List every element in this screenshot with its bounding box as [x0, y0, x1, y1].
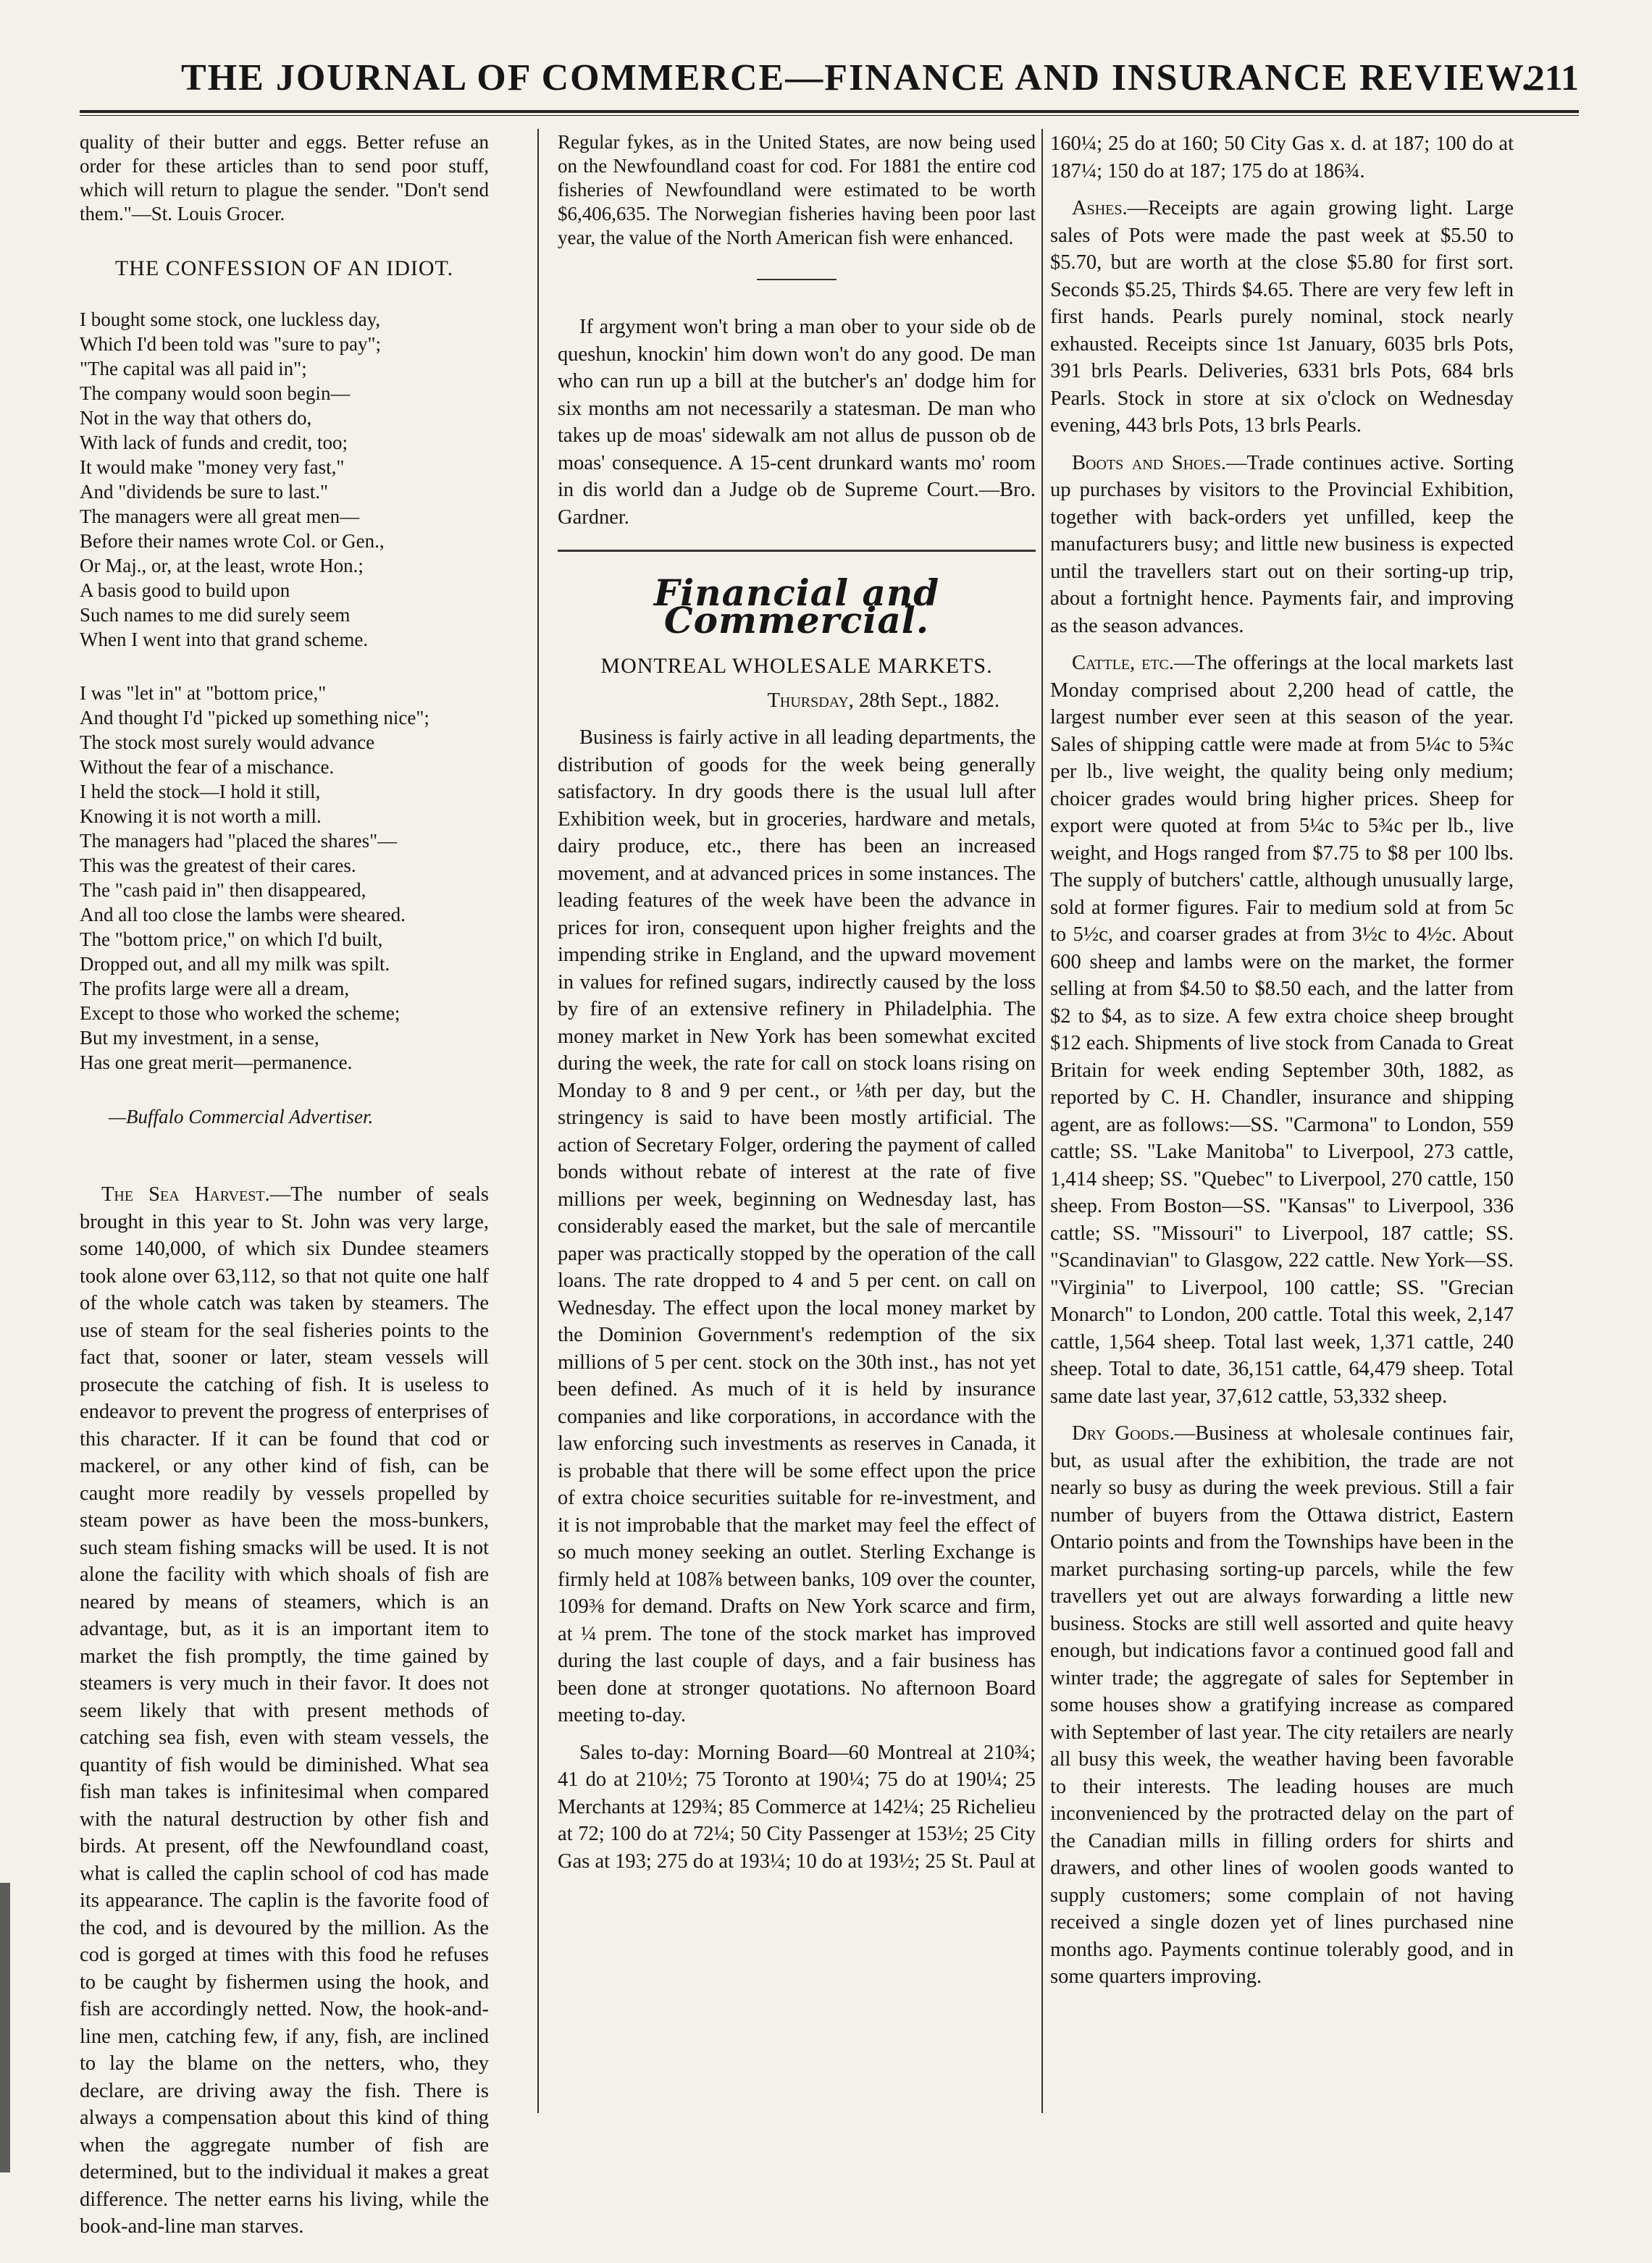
- poem-line: When I went into that grand scheme.: [80, 628, 369, 650]
- poem-line: This was the greatest of their cares.: [80, 854, 356, 876]
- ashes-heading: Ashes.: [1072, 197, 1128, 219]
- poem-line: Not in the way that others do,: [80, 406, 312, 429]
- poem-line: I bought some stock, one luckless day,: [80, 308, 381, 330]
- poem-line: Before their names wrote Col. or Gen.,: [80, 529, 385, 552]
- poem-line: Knowing it is not worth a mill.: [80, 805, 322, 827]
- fisheries-paragraph: Regular fykes, as in the United States, are now being used on the Newfoundland coast for cod. For 1881 the entire cod fisheries of Newfoundland were estimated to be worth $6,406,635. The Norwegian fisheries having been poor last year, the value of the North American fish were enhanced.: [558, 131, 1036, 248]
- poem-line: The managers had "placed the shares"—: [80, 829, 398, 852]
- butter-eggs-paragraph: quality of their butter and eggs. Better refuse an order for these articles than to send poor stuff, which will return to plague the sender. "Don't send them."—St. Louis Grocer.: [80, 131, 489, 224]
- sea-harvest-text: —The number of seals brought in this year to St. John was very large, some 140,000, of which six Dundee steamers took alone over 63,112, so that not quite one half of the whole catch was taken by steamers. The use of steam for the seal fisheries points to the fact that, sooner or later, steam vessels will prosecute the catching of fish. It is useless to endeavor to prevent the progress of enterprises of this character. If it can be found that cod or mackerel, or any other kind of fish, can be caught more readily by vessels propelled by steam power as have been the moss-bunkers, such steam fishing smacks will be used. It is not alone the facility with which shoals of fish are neared by means of steamers, which is an advantage, but, as it is an important item to market the fish promptly, the time gained by steamers is very much in their favor. It does not seem likely that with present methods of catching sea fish, even with steam vessels, the quantity of fish would be diminished. What sea fish man takes is infinitesimal when compared with the natural destruction by other fish and birds. At present, off the Newfoundland coast, what is called the caplin school of cod has made its appearance. The caplin is the favorite food of the cod, and is devoured by the million. As the cod is gorged at times with this food he refuses to be caught by fishermen using the hook, and fish are accordingly netted. Now, the hook-and-line men, catching few, if any, fish, are inclined to lay the blame on the netters, who, they declare, are driving away the fish. There is always a compensation about this kind of thing when the aggregate number of fish are determined, but to the individual it makes a great difference. The netter earns his living, while the book-and-line man starves.: [80, 1183, 490, 2238]
- poem-attribution: —Buffalo Commercial Advertiser.: [109, 1105, 374, 1128]
- column-divider: [537, 129, 539, 2113]
- poem-line: I was "let in" at "bottom price,": [80, 681, 327, 704]
- sea-harvest-paragraph: [80, 1181, 489, 2241]
- business-paragraph: Business is fairly active in all leading departments, the distribution of goods for the week being generally satisfactory. In dry goods there is the usual lull after Exhibition week, but in groceries, hardware and metals, dairy produce, etc., there has been an increased movement, and at advanced prices in some instances. The leading features of the week have been the advance in prices for iron, consequent upon higher freights and the impending strike in England, and the upward movement in values for refined sugars, indirectly caused by the loss by fire of an extensive refinery in Philadelphia. The money market in New York has been somewhat excited during the week, the rate for call on stock loans rising on Monday to 8 and 9 per cent., or ⅛th per day, but the stringency is said to have been mostly artificial. The action of Secretary Folger, ordering the payment of called bonds without rebate of interest at the rate of five millions per week, beginning on Wednesday last, has considerably eased the market, but the sale of mercantile paper was practically stopped by the operation of the call loans. The rate dropped to 4 and 5 per cent. on call on Wednesday. The effect upon the local money market by the Dominion Government's redemption of the six millions of 5 per cent. stock on the 30th inst., has not yet been defined. As much of it is held by insurance companies and like corporations, in accordance with the law enforcing such investments as reserves in Canada, it is probable that there will be some effect upon the price of extra choice securities suitable for re-investment, and it is not improbable that the market may feel the effect of so much money seeking an outlet. Sterling Exchange is firmly held at 108⅞ between banks, 109 over the counter, 109⅜ for demand. Drafts on New York scarce and firm, at ¼ prem. The tone of the stock market has improved during the last couple of days, and a fair business has been done at stronger quotations. No afternoon Board meeting to-day.: [558, 726, 1036, 1726]
- column-middle: [558, 130, 1036, 2223]
- poem-line: It would make "money very fast,": [80, 455, 345, 478]
- poem-line: Or Maj., or, at the least, wrote Hon.;: [80, 554, 364, 576]
- sales-paragraph: Sales to-day: Morning Board—60 Montreal at 210¾; 41 do at 210½; 75 Toronto at 190¼; 75 do at 190¼; 25 Merchants at 129¾; 85 Commerce at 142¼; 25 Richelieu at 72; 100 do at 72¼; 50 City Passenger at 153½; 25 City Gas at 193; 275 do at 193¼; 10 do at 193½; 25 St. Paul at: [558, 1741, 1036, 1873]
- sea-harvest-heading: The Sea Harvest.: [101, 1183, 270, 1206]
- poem-line: And "dividends be sure to last.": [80, 480, 328, 503]
- poem-line: Except to those who worked the scheme;: [80, 1002, 401, 1024]
- poem-stanza-2: [80, 681, 489, 1075]
- poem-line: With lack of funds and credit, too;: [80, 431, 348, 453]
- poem-line: A basis good to build upon: [80, 579, 290, 601]
- dry-goods-text: —Business at wholesale continues fair, but, as usual after the exhibition, the trade are not nearly so busy as during the week previous. Still a fair number of buyers from the Ottawa district, Eastern Ontario points and from the Townships have been in the market purchasing sorting-up parcels, while the few travellers yet out are always forwarding a little new business. Stocks are still well assorted and quite heavy enough, but indications favor a continued good fall and winter trade; the aggregate of sales for September in some houses show a gratifying increase as compared with September of last year. The city retailers are nearly all busy this week, the weather having been favorable to their interests. The leading houses are much inconvenienced by the protracted delay on the part of the Canadian mills in filling orders for shirts and drawers, and other lines of woolen goods wanted to supply customers; some complain of not having received a single dozen yet of lines purchased nine months ago. Payments continue tolerably good, and in some quarters improving.: [1050, 1422, 1514, 1988]
- ashes-paragraph: [1050, 195, 1514, 440]
- dateline: [558, 687, 1036, 715]
- column-divider: [1041, 129, 1043, 2113]
- cattle-text: —The offerings at the local markets last Monday comprised about 2,200 head of cattle, the largest number ever seen at this season of the year. Sales of shipping cattle were made at from 5¼c to 5¾c per lb., live weight, the quality being only medium; choicer grades would bring higher prices. Sheep for export were quoted at from 5¼c to 5¾c per lb., live weight, and Hogs ranged from $7.75 to $8 per 100 lbs. The supply of butchers' cattle, although unusually large, sold at former figures. Fair to medium sold at from 5c to 5½c, and coarser grades at from 3½c to 4½c. About 600 sheep and lambs were on the market, the former selling at from $4.50 to $8.50 each, and the latter from $2 to $4, as to size. A few extra choice sheep brought $12 each. Shipments of live stock from Canada to Great Britain for week ending September 30th, 1882, as reported by C. H. Chandler, insurance and shipping agent, are as follows:—SS. "Carmona" to London, 559 cattle; SS. "Lake Manitoba" to Liverpool, 273 cattle, 1,414 sheep; SS. "Quebec" to Liverpool, 270 cattle, 150 sheep. From Boston—SS. "Kansas" to Liverpool, 336 cattle; SS. "Missouri" to Liverpool, 187 cattle; SS. "Scandinavian" to Glasgow, 222 cattle. New York—SS. "Virginia" to Liverpool, 100 cattle; SS. "Grecian Monarch" to London, 200 cattle. Total this week, 2,147 cattle, 1,564 sheep. Total last week, 1,371 cattle, 240 sheep. Total to date, 36,151 cattle, 64,479 sheep. Total same date last year, 37,612 cattle, 53,332 sheep.: [1050, 652, 1514, 1408]
- dry-goods-heading: Dry Goods.: [1072, 1422, 1175, 1445]
- poem-line: But my investment, in a sense,: [80, 1026, 319, 1049]
- poem-line: The "bottom price," on which I'd built,: [80, 928, 383, 950]
- poem-title: THE CONFESSION OF AN IDIOT.: [114, 256, 454, 280]
- poem-line: Without the fear of a mischance.: [80, 755, 335, 778]
- poem-line: And all too close the lambs were sheared.: [80, 903, 406, 925]
- section-heading: Financial and Commercial.: [558, 550, 1036, 634]
- cattle-paragraph: [1050, 650, 1514, 1410]
- dry-goods-paragraph: [1050, 1420, 1514, 1991]
- dateline-day: Thursday,: [767, 689, 854, 712]
- separator-rule: [757, 279, 837, 280]
- page-number: 211: [1526, 57, 1579, 98]
- poem-line: Such names to me did surely seem: [80, 603, 351, 626]
- poem-line: Which I'd been told was "sure to pay";: [80, 332, 382, 355]
- boots-heading: Boots and Shoes.: [1072, 451, 1226, 474]
- sales-continuation: 160¼; 25 do at 160; 50 City Gas x. d. at 187; 100 do at 187¼; 150 do at 187; 175 do at 186¾.: [1050, 133, 1514, 182]
- market-heading: MONTREAL WHOLESALE MARKETS.: [600, 654, 993, 678]
- poem-line: Dropped out, and all my milk was spilt.: [80, 952, 390, 975]
- dateline-date: 28th Sept., 1882.: [859, 689, 999, 712]
- cattle-heading: Cattle, etc.: [1072, 652, 1174, 674]
- argument-paragraph: If argyment won't bring a man ober to your side ob de queshun, knockin' him down won't do any good. De man who can run up a bill at the butcher's an' dodge him for six months am not necessarily a statesman. De man who takes up de moas' sidewalk am not allus de pusson ob de moas' consequence. A 15-cent drunkard wants mo' room in dis world dan a Judge ob de Supreme Court.—Bro. Gardner.: [558, 316, 1036, 529]
- page-header: [72, 56, 1586, 107]
- boots-text: —Trade continues active. Sorting up purchases by visitors to the Provincial Exhibition, together with back-orders yet unfilled, keep the manufacturers busy; and little new business is expected until the travellers start out on their sorting-up trip, about a fortnight hence. Payments fair, and improving as the season advances.: [1050, 451, 1514, 637]
- column-right: [1050, 130, 1514, 2223]
- poem-line: The managers were all great men—: [80, 505, 360, 527]
- poem-line: The company would soon begin—: [80, 382, 351, 404]
- ashes-text: —Receipts are again growing light. Large sales of Pots were made the past week at $5.50 to $5.70, but are worth at the close $5.80 for first sort. Seconds $5.25, Thirds $4.65. There are very few left in first hands. Pearls purely nominal, stock nearly exhausted. Receipts since 1st January, 6035 brls Pots, 391 brls Pearls. Deliveries, 6331 brls Pots, 684 brls Pearls. Stock in store at six o'clock on Wednesday evening, 443 brls Pots, 13 brls Pearls.: [1050, 197, 1514, 437]
- poem-line: The stock most surely would advance: [80, 731, 375, 753]
- boots-paragraph: [1050, 450, 1514, 640]
- header-rule: [80, 110, 1579, 116]
- poem-line: The profits large were all a dream,: [80, 977, 350, 999]
- poem-line: I held the stock—I hold it still,: [80, 780, 321, 802]
- poem-line: The "cash paid in" then disappeared,: [80, 878, 366, 901]
- column-left: [80, 130, 490, 2238]
- poem-line: "The capital was all paid in";: [80, 357, 307, 379]
- poem-stanza-1: [80, 307, 489, 652]
- poem-line: And thought I'd "picked up something nice";: [80, 706, 429, 729]
- poem-line: Has one great merit—permanence.: [80, 1051, 353, 1073]
- scan-edge-mark: [0, 1883, 10, 2172]
- journal-title: THE JOURNAL OF COMMERCE—FINANCE AND INSURANCE REVIEW.: [181, 57, 1532, 98]
